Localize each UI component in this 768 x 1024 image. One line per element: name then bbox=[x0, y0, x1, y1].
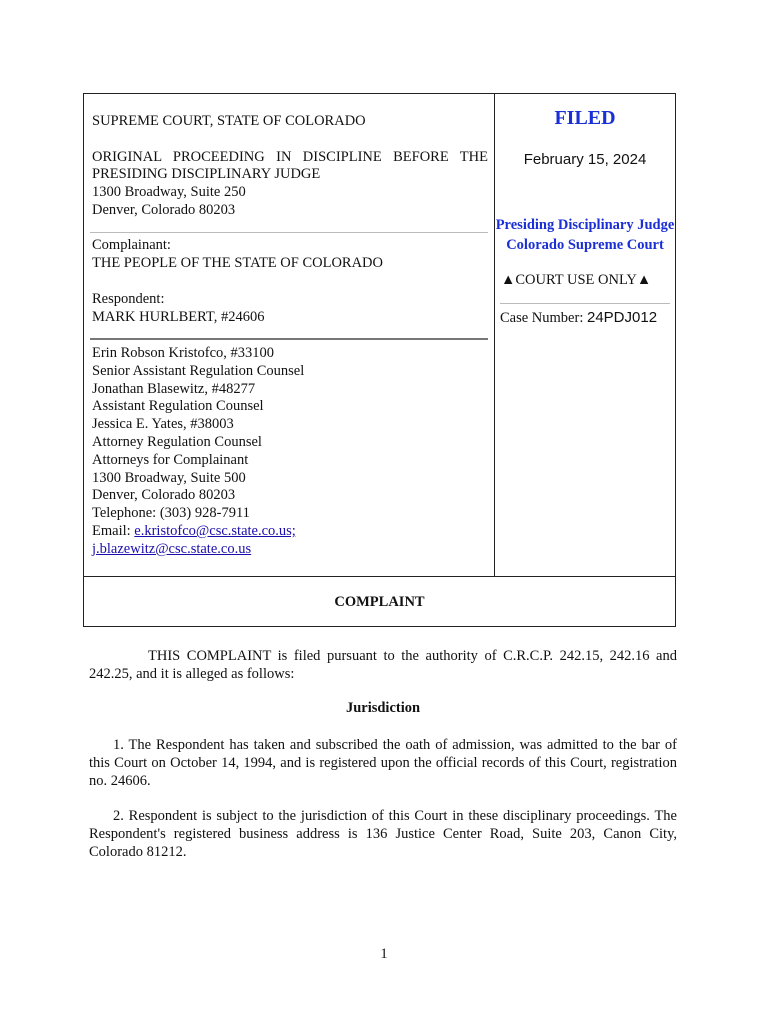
attorney-line: Jessica E. Yates, #38003 bbox=[92, 416, 234, 432]
caption-divider-thick bbox=[90, 338, 488, 340]
court-address-line-2: Denver, Colorado 80203 bbox=[92, 202, 236, 218]
case-number-value: 24PDJ012 bbox=[586, 309, 658, 326]
email-line-2 bbox=[92, 540, 251, 558]
court-use-only: ▲COURT USE ONLY▲ bbox=[501, 272, 652, 288]
court-address-line-1: 1300 Broadway, Suite 250 bbox=[92, 184, 246, 200]
case-number-label: Case Number: bbox=[500, 310, 587, 326]
stamp-court-line-2: Colorado Supreme Court bbox=[506, 237, 664, 253]
complainant-name: THE PEOPLE OF THE STATE OF COLORADO bbox=[92, 255, 383, 271]
attorney-line: Telephone: (303) 928-7911 bbox=[92, 505, 250, 521]
attorney-line: Attorneys for Complainant bbox=[92, 452, 249, 468]
caption-divider bbox=[90, 232, 488, 233]
attorney-line: Senior Assistant Regulation Counsel bbox=[92, 363, 305, 379]
page-number: 1 bbox=[380, 946, 388, 962]
respondent-label: Respondent: bbox=[92, 291, 165, 307]
complainant-label: Complainant: bbox=[92, 237, 171, 253]
proceeding-title-line-1: ORIGINAL PROCEEDING IN DISCIPLINE BEFORE THE bbox=[92, 149, 488, 165]
proceeding-title-line-2: PRESIDING DISCIPLINARY JUDGE bbox=[92, 166, 321, 182]
caption-right-column bbox=[495, 94, 675, 576]
attorney-line: Denver, Colorado 80203 bbox=[92, 487, 236, 503]
email-link-kristofco[interactable]: e.kristofco@csc.state.co.us; bbox=[134, 523, 296, 539]
document-title: COMPLAINT bbox=[334, 594, 425, 610]
document-title-row bbox=[84, 576, 675, 626]
section-heading: Jurisdiction bbox=[345, 700, 421, 716]
paragraph: 1. The Respondent has taken and subscribed the oath of admission, was admitted to the bar of this Court on October 14, 1994, and is registered upon the official records of this Court, registration no. 24606. bbox=[89, 737, 677, 789]
case-caption bbox=[83, 93, 676, 627]
email-label: Email: bbox=[92, 523, 135, 539]
attorney-line: Erin Robson Kristofco, #33100 bbox=[92, 345, 275, 361]
court-name: SUPREME COURT, STATE OF COLORADO bbox=[92, 113, 366, 129]
attorney-line: Assistant Regulation Counsel bbox=[92, 398, 264, 414]
case-number bbox=[500, 309, 657, 327]
respondent-name: MARK HURLBERT, #24606 bbox=[92, 309, 265, 325]
attorney-line: 1300 Broadway, Suite 500 bbox=[92, 470, 246, 486]
email-line bbox=[92, 522, 296, 540]
paragraph: 2. Respondent is subject to the jurisdiction of this Court in these disciplinary proceedings. The Respondent's registered business address is 136 Justice Center Road, Suite 203, Canon City, Colorado 81212. bbox=[89, 808, 677, 860]
attorney-line: Jonathan Blasewitz, #48277 bbox=[92, 381, 256, 397]
right-divider bbox=[500, 303, 670, 304]
filed-date: February 15, 2024 bbox=[523, 151, 647, 168]
filed-stamp: FILED bbox=[554, 107, 616, 129]
email-link-blazewitz[interactable]: j.blazewitz@csc.state.co.us bbox=[92, 541, 252, 557]
attorney-line: Attorney Regulation Counsel bbox=[92, 434, 262, 450]
intro-paragraph: THIS COMPLAINT is filed pursuant to the authority of C.R.C.P. 242.15, 242.16 and 242.25, and it is alleged as follows: bbox=[89, 648, 677, 682]
stamp-court-line-1: Presiding Disciplinary Judge bbox=[495, 217, 675, 233]
caption-left-column bbox=[84, 94, 495, 576]
